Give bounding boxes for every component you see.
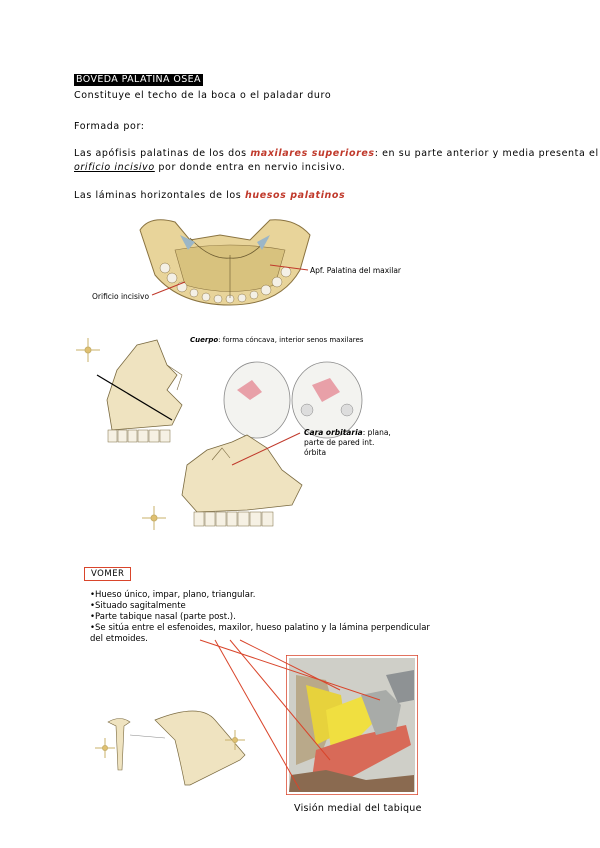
formada-por-line: Formada por: (74, 121, 145, 132)
maxilares-term: maxilares superiores (250, 148, 375, 159)
palatinos-term: huesos palatinos (244, 190, 346, 201)
cara-text: : plana, (362, 428, 391, 437)
vomer-heading: VOMER (84, 567, 131, 581)
para-text: Las láminas horizontales de los (74, 190, 245, 201)
vomer-item: del etmoides. (90, 634, 148, 644)
page-title: BÓVEDA PALATINA ÓSEA (76, 74, 201, 85)
vomer-item: •Situado sagitalmente (90, 601, 186, 611)
para-text: Las apófisis palatinas de los dos (74, 148, 251, 159)
cara-bold: Cara orbitaria (304, 428, 363, 437)
cara-line3: órbita (304, 448, 327, 457)
vomer-item: •Hueso único, impar, plano, triangular. (90, 590, 256, 600)
septum-caption: Visión medial del tabique (294, 803, 422, 814)
vomer-item: •Se sitúa entre el esfenoides, maxilor, hueso palatino y la lámina perpendicular (90, 623, 430, 633)
cuerpo-bold: Cuerpo (190, 336, 219, 344)
orificio-term: orificio incisivo (74, 162, 155, 173)
vomer-item: •Parte tabique nasal (parte post.). (90, 612, 236, 622)
para-text: por donde entra en nervio incisivo. (154, 162, 346, 173)
cara-line2: parte de pared int. (304, 438, 375, 447)
cuerpo-text: : forma cóncava, interior senos maxilares (218, 336, 364, 344)
para-text: : en su parte anterior y media presenta el (374, 148, 599, 159)
label-orificio-incisivo: Orificio incisivo (92, 292, 150, 301)
intro-line: Constituye el techo de la boca o el paladar duro (74, 90, 332, 101)
label-apf-palatina: Apf. Palatina del maxilar (310, 266, 402, 275)
